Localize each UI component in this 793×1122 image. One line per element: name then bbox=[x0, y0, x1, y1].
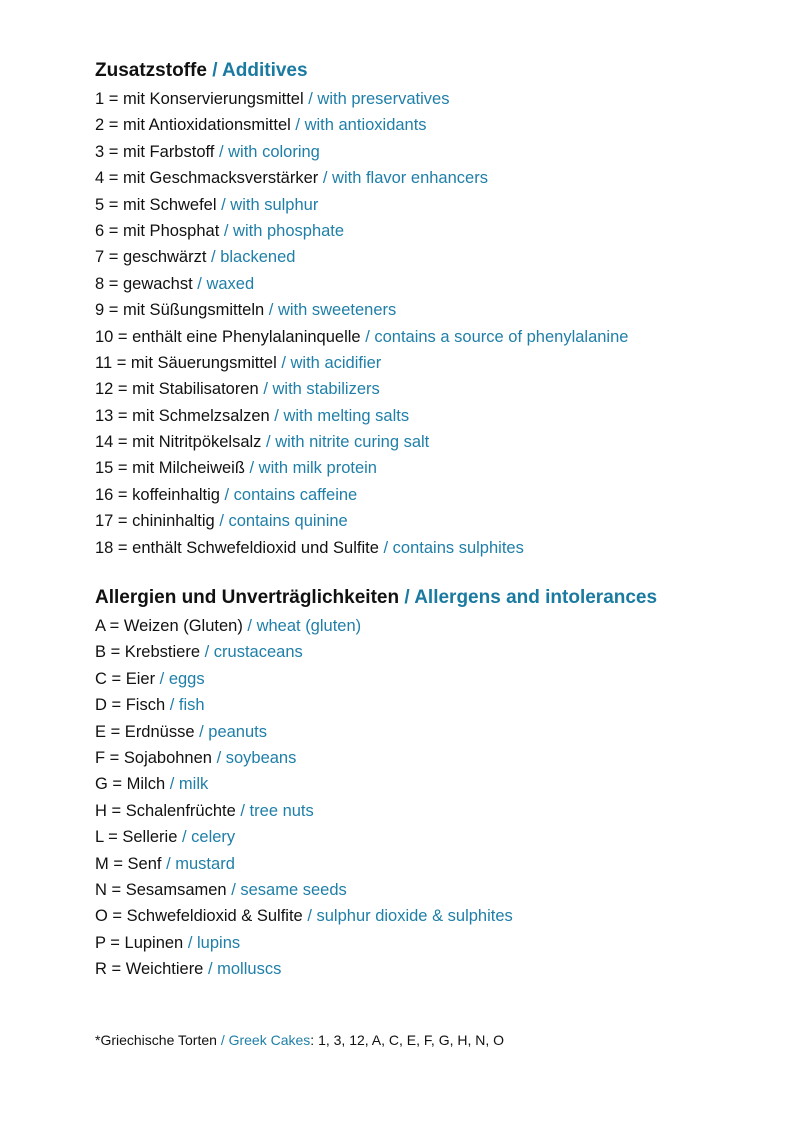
additives-title-de: Zusatzstoffe bbox=[95, 60, 207, 81]
item-german: 5 = mit Schwefel bbox=[95, 195, 217, 214]
item-english: / with flavor enhancers bbox=[322, 169, 488, 188]
item-english: / eggs bbox=[159, 669, 205, 688]
item-english: / blackened bbox=[211, 248, 296, 267]
item-german: 10 = enthält eine Phenylalaninquelle bbox=[95, 327, 361, 346]
list-item bbox=[95, 877, 755, 903]
list-item bbox=[95, 403, 755, 429]
item-german: B = Krebstiere bbox=[95, 643, 201, 662]
item-german: 13 = mit Schmelzsalzen bbox=[95, 406, 270, 425]
list-item bbox=[95, 324, 755, 350]
list-item bbox=[95, 165, 755, 191]
allergens-heading bbox=[95, 583, 755, 613]
item-german: H = Schalenfrüchte bbox=[95, 801, 236, 820]
allergens-section bbox=[95, 583, 755, 982]
additives-list bbox=[95, 86, 755, 561]
item-english: / lupins bbox=[187, 933, 241, 952]
item-german: 9 = mit Süßungsmitteln bbox=[95, 301, 265, 320]
item-german: C = Eier bbox=[95, 669, 156, 688]
list-item bbox=[95, 376, 755, 402]
list-item bbox=[95, 639, 755, 665]
list-item bbox=[95, 666, 755, 692]
item-english: / with preservatives bbox=[308, 90, 450, 108]
item-german: 16 = koffeinhaltig bbox=[95, 485, 220, 504]
item-english: / tree nuts bbox=[240, 801, 314, 820]
item-english: / waxed bbox=[197, 274, 255, 293]
item-german: 1 = mit Konservierungsmittel bbox=[95, 90, 304, 108]
list-item bbox=[95, 745, 755, 771]
item-german: E = Erdnüsse bbox=[95, 722, 195, 741]
item-english: / with nitrite curing salt bbox=[266, 433, 430, 452]
item-german: 7 = geschwärzt bbox=[95, 248, 207, 267]
item-german: 18 = enthält Schwefeldioxid und Sulfite bbox=[95, 538, 379, 557]
item-english: / soybeans bbox=[216, 748, 297, 767]
item-german: 12 = mit Stabilisatoren bbox=[95, 380, 259, 399]
additives-section bbox=[95, 56, 755, 561]
list-item bbox=[95, 719, 755, 745]
item-german: R = Weichtiere bbox=[95, 960, 204, 979]
item-german: M = Senf bbox=[95, 854, 162, 873]
item-german: 15 = mit Milcheiweiß bbox=[95, 459, 245, 478]
list-item bbox=[95, 930, 755, 956]
item-english: / sulphur dioxide & sulphites bbox=[307, 907, 513, 926]
list-item bbox=[95, 482, 755, 508]
list-item bbox=[95, 798, 755, 824]
footnote bbox=[95, 1030, 504, 1050]
list-item bbox=[95, 86, 755, 112]
item-english: / molluscs bbox=[207, 960, 282, 979]
document-page bbox=[95, 56, 755, 983]
footnote-codes: : 1, 3, 12, A, C, E, F, G, H, N, O bbox=[310, 1032, 505, 1048]
item-english: / with acidifier bbox=[281, 353, 382, 372]
item-english: / fish bbox=[169, 696, 205, 715]
list-item bbox=[95, 271, 755, 297]
item-english: / milk bbox=[169, 775, 209, 794]
list-item bbox=[95, 903, 755, 929]
list-item bbox=[95, 192, 755, 218]
item-english: / sesame seeds bbox=[231, 880, 347, 899]
item-english: / crustaceans bbox=[204, 643, 303, 662]
additives-title-en: / Additives bbox=[212, 60, 308, 81]
item-english: / contains sulphites bbox=[383, 538, 524, 557]
item-english: / peanuts bbox=[199, 722, 267, 741]
item-german: 6 = mit Phosphat bbox=[95, 221, 220, 240]
list-item bbox=[95, 350, 755, 376]
list-item bbox=[95, 244, 755, 270]
item-german: 11 = mit Säuerungsmittel bbox=[95, 353, 277, 372]
list-item bbox=[95, 771, 755, 797]
item-german: N = Sesamsamen bbox=[95, 880, 227, 899]
item-german: A = Weizen (Gluten) bbox=[95, 617, 243, 636]
footnote-en: / Greek Cakes bbox=[220, 1032, 311, 1048]
item-english: / wheat (gluten) bbox=[247, 617, 362, 636]
list-item bbox=[95, 535, 755, 561]
item-german: O = Schwefeldioxid & Sulfite bbox=[95, 907, 303, 926]
allergens-title-de: Allergien und Unverträglichkeiten bbox=[95, 587, 400, 609]
item-german: L = Sellerie bbox=[95, 828, 178, 847]
additives-heading bbox=[95, 56, 755, 86]
list-item bbox=[95, 824, 755, 850]
item-english: / with coloring bbox=[218, 142, 320, 161]
list-item bbox=[95, 455, 755, 481]
list-item bbox=[95, 613, 755, 639]
item-english: / with milk protein bbox=[249, 459, 377, 478]
item-english: / with melting salts bbox=[274, 406, 410, 425]
list-item bbox=[95, 112, 755, 138]
item-english: / mustard bbox=[166, 854, 235, 873]
list-item bbox=[95, 956, 755, 982]
item-english: / with stabilizers bbox=[263, 380, 380, 399]
item-german: 17 = chininhaltig bbox=[95, 512, 215, 531]
item-english: / contains quinine bbox=[219, 512, 348, 531]
item-german: F = Sojabohnen bbox=[95, 748, 212, 767]
item-german: 14 = mit Nitritpökelsalz bbox=[95, 433, 262, 452]
list-item bbox=[95, 508, 755, 534]
item-german: P = Lupinen bbox=[95, 933, 184, 952]
item-english: / with sweeteners bbox=[268, 301, 397, 320]
list-item bbox=[95, 139, 755, 165]
list-item bbox=[95, 851, 755, 877]
list-item bbox=[95, 297, 755, 323]
item-german: D = Fisch bbox=[95, 696, 166, 715]
item-german: G = Milch bbox=[95, 775, 166, 794]
item-english: / with sulphur bbox=[221, 195, 319, 214]
item-english: / with phosphate bbox=[223, 221, 345, 240]
allergens-title-en: / Allergens and intolerances bbox=[404, 587, 658, 609]
item-german: 8 = gewachst bbox=[95, 274, 193, 293]
item-english: / with antioxidants bbox=[295, 116, 427, 135]
item-german: 4 = mit Geschmacksverstärker bbox=[95, 169, 319, 188]
item-german: 2 = mit Antioxidationsmittel bbox=[95, 116, 291, 135]
item-english: / celery bbox=[182, 828, 236, 847]
item-german: 3 = mit Farbstoff bbox=[95, 142, 215, 161]
list-item bbox=[95, 218, 755, 244]
allergens-list bbox=[95, 613, 755, 982]
footnote-de: *Griechische Torten bbox=[95, 1032, 217, 1048]
list-item bbox=[95, 429, 755, 455]
item-english: / contains a source of phenylalanine bbox=[365, 327, 629, 346]
list-item bbox=[95, 692, 755, 718]
item-english: / contains caffeine bbox=[224, 485, 358, 504]
